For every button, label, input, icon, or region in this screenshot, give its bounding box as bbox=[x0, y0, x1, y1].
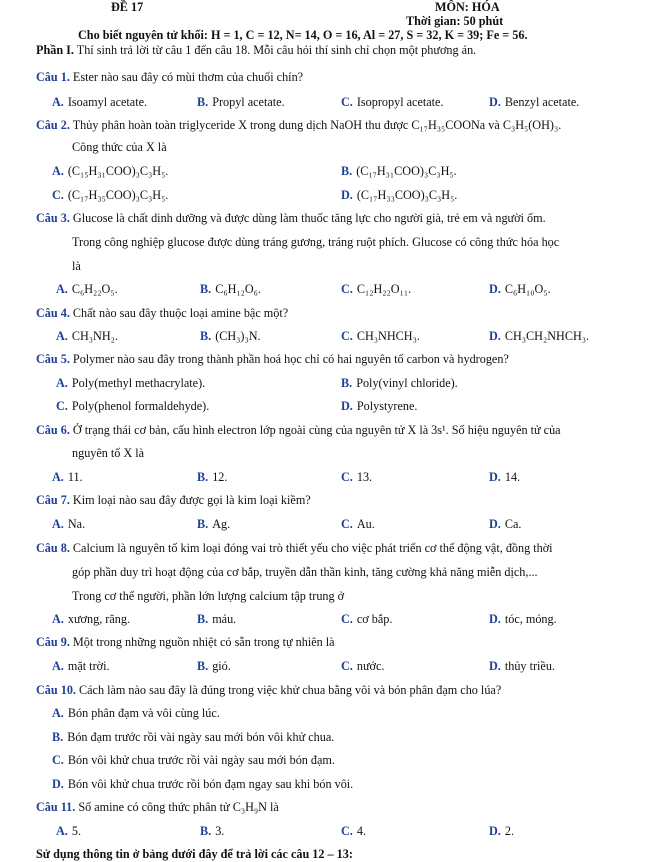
question-10 bbox=[36, 683, 501, 698]
option-b[interactable]: B. Poly(vinyl chloride). bbox=[341, 376, 458, 390]
question-text: Kim loại nào sau đây được gọi là kim loại kiềm? bbox=[72, 493, 311, 507]
option-d[interactable]: D. Bón vôi khử chua trước rồi bón đạm ngay sau khi bón vôi. bbox=[52, 777, 354, 791]
question-number: Câu 9. bbox=[36, 635, 70, 649]
question-text-cont: Trong công nghiệp glucose được dùng tráng gương, tráng ruột phích. Glucose có công thức hóa học bbox=[72, 235, 560, 249]
option-a[interactable]: A. (C₁₅H₃₁COO)₃C₃H₅. bbox=[52, 164, 169, 178]
option-c[interactable]: C. cơ bắp. bbox=[341, 612, 393, 626]
option-b[interactable]: B. (C₁₇H₃₁COO)₃C₃H₅. bbox=[341, 164, 457, 178]
part-label: Phần I. bbox=[36, 43, 74, 57]
option-b[interactable]: B. Propyl acetate. bbox=[197, 95, 285, 109]
question-number: Câu 2. bbox=[36, 118, 70, 132]
question-text: Glucose là chất dinh dưỡng và được dùng làm thuốc tăng lực cho người già, trẻ em và người ốm. bbox=[72, 211, 546, 225]
option-b[interactable]: B. C₆H₁₂O₆. bbox=[200, 282, 261, 296]
option-d[interactable]: D. thủy triều. bbox=[489, 659, 555, 673]
question-text: Thủy phân hoàn toàn triglyceride X trong dung dịch NaOH thu được C₁₇H₃₅COONa và C₃H₅(OH)₃. bbox=[72, 118, 562, 132]
part-instructions bbox=[36, 43, 476, 58]
option-d[interactable]: D. Ca. bbox=[489, 517, 522, 531]
atomic-masses: Cho biết nguyên tử khối: H = 1, C = 12, N= 14, O = 16, Al = 27, S = 32, K = 39; Fe = 56. bbox=[78, 28, 528, 42]
option-a[interactable]: A. mặt trời. bbox=[52, 659, 110, 673]
option-d[interactable]: D. C₆H₁₀O₅. bbox=[489, 282, 551, 296]
question-11 bbox=[36, 800, 279, 815]
option-b[interactable]: B. (CH₃)₃N. bbox=[200, 329, 261, 343]
option-a[interactable]: A. Isoamyl acetate. bbox=[52, 95, 148, 109]
option-a[interactable]: A. Poly(methyl methacrylate). bbox=[56, 376, 206, 390]
question-text-cont: Công thức của X là bbox=[72, 140, 167, 154]
option-c[interactable]: C. Au. bbox=[341, 517, 375, 531]
question-text: Polymer nào sau đây trong thành phần hoá học chỉ có hai nguyên tố carbon và hydrogen? bbox=[72, 352, 509, 366]
question-number: Câu 10. bbox=[36, 683, 76, 697]
question-number: Câu 5. bbox=[36, 352, 70, 366]
question-text: Ester nào sau đây có mùi thơm của chuối chín? bbox=[72, 70, 304, 84]
part-text: Thí sinh trả lời từ câu 1 đến câu 18. Mỗi câu hỏi thí sinh chỉ chọn một phương án. bbox=[76, 43, 477, 57]
option-c[interactable]: C. C₁₂H₂₂O₁₁. bbox=[341, 282, 412, 296]
question-text: Chất nào sau đây thuộc loại amine bậc một? bbox=[72, 306, 289, 320]
option-a[interactable]: A. C₆H₂₂O₅. bbox=[56, 282, 118, 296]
question-number: Câu 1. bbox=[36, 70, 70, 84]
option-d[interactable]: D. tóc, móng. bbox=[489, 612, 557, 626]
question-text: Calcium là nguyên tố kim loại đóng vai trò thiết yếu cho việc phát triển cơ thể động vật, đồng thời bbox=[72, 541, 553, 555]
option-c[interactable]: C. Poly(phenol formaldehyde). bbox=[56, 399, 210, 413]
option-b[interactable]: B. 12. bbox=[197, 470, 228, 484]
question-number: Câu 3. bbox=[36, 211, 70, 225]
option-b[interactable]: B. Ag. bbox=[197, 517, 231, 531]
question-text-cont: nguyên tố X là bbox=[72, 446, 145, 460]
question-9 bbox=[36, 635, 335, 650]
question-4 bbox=[36, 306, 288, 321]
option-c[interactable]: C. nước. bbox=[341, 659, 385, 673]
option-d[interactable]: D. Polystyrene. bbox=[341, 399, 418, 413]
option-d[interactable]: D. CH₃CH₂NHCH₃. bbox=[489, 329, 590, 343]
option-b[interactable]: B. Bón đạm trước rồi vài ngày sau mới bón vôi khử chua. bbox=[52, 730, 335, 744]
question-3 bbox=[36, 211, 546, 226]
exam-code: ĐỀ 17 bbox=[111, 0, 144, 14]
question-text: Một trong những nguồn nhiệt có sẵn trong tự nhiên là bbox=[72, 635, 335, 649]
question-5 bbox=[36, 352, 509, 367]
option-c[interactable]: C. CH₃NHCH₃. bbox=[341, 329, 420, 343]
option-a[interactable]: A. 11. bbox=[52, 470, 83, 484]
option-b[interactable]: B. gió. bbox=[197, 659, 231, 673]
question-number: Câu 4. bbox=[36, 306, 70, 320]
subject-title: MÔN: HÓA bbox=[435, 0, 500, 14]
option-c[interactable]: C. 13. bbox=[341, 470, 373, 484]
option-d[interactable]: D. 2. bbox=[489, 824, 514, 838]
question-number: Câu 7. bbox=[36, 493, 70, 507]
option-c[interactable]: C. (C₁₇H₃₅COO)₃C₃H₅. bbox=[52, 188, 169, 202]
question-text-cont: là bbox=[72, 259, 81, 273]
option-c[interactable]: C. Bón vôi khử chua trước rồi vài ngày sau mới bón đạm. bbox=[52, 753, 335, 767]
question-7 bbox=[36, 493, 311, 508]
option-d[interactable]: D. Benzyl acetate. bbox=[489, 95, 580, 109]
question-text-cont: góp phần duy trì hoạt động của cơ bắp, truyền dẫn thần kinh, tăng cường khả năng miễn dịch,... bbox=[72, 565, 538, 579]
question-number: Câu 11. bbox=[36, 800, 76, 814]
option-b[interactable]: B. máu. bbox=[197, 612, 237, 626]
option-a[interactable]: A. 5. bbox=[56, 824, 81, 838]
option-d[interactable]: D. (C₁₇H₃₃COO)₃C₃H₅. bbox=[341, 188, 458, 202]
option-c[interactable]: C. 4. bbox=[341, 824, 366, 838]
question-6 bbox=[36, 423, 561, 438]
option-a[interactable]: A. CH₃NH₂. bbox=[56, 329, 118, 343]
question-text: Ở trạng thái cơ bản, cấu hình electron lớp ngoài cùng của nguyên tử X là 3s¹. Số hiệu nguyên tử của bbox=[72, 423, 561, 437]
question-text: Cách làm nào sau đây là đúng trong việc khử chua bằng vôi và bón phân đạm cho lúa? bbox=[79, 683, 502, 697]
option-a[interactable]: A. Na. bbox=[52, 517, 86, 531]
question-8 bbox=[36, 541, 553, 556]
question-number: Câu 6. bbox=[36, 423, 70, 437]
table-instruction: Sử dụng thông tin ở bảng dưới đây để trả lời các câu 12 – 13: bbox=[36, 847, 353, 861]
question-1 bbox=[36, 70, 303, 85]
option-c[interactable]: C. Isopropyl acetate. bbox=[341, 95, 444, 109]
exam-time: Thời gian: 50 phút bbox=[406, 14, 504, 28]
option-d[interactable]: D. 14. bbox=[489, 470, 521, 484]
option-a[interactable]: A. Bón phân đạm và vôi cùng lúc. bbox=[52, 706, 220, 720]
option-a[interactable]: A. xương, răng. bbox=[52, 612, 130, 626]
question-text-cont: Trong cơ thể người, phần lớn lượng calcium tập trung ở bbox=[72, 589, 345, 603]
option-b[interactable]: B. 3. bbox=[200, 824, 225, 838]
question-2 bbox=[36, 118, 561, 133]
question-number: Câu 8. bbox=[36, 541, 70, 555]
question-text: Số amine có công thức phân tử C₃H₉N là bbox=[78, 800, 279, 814]
